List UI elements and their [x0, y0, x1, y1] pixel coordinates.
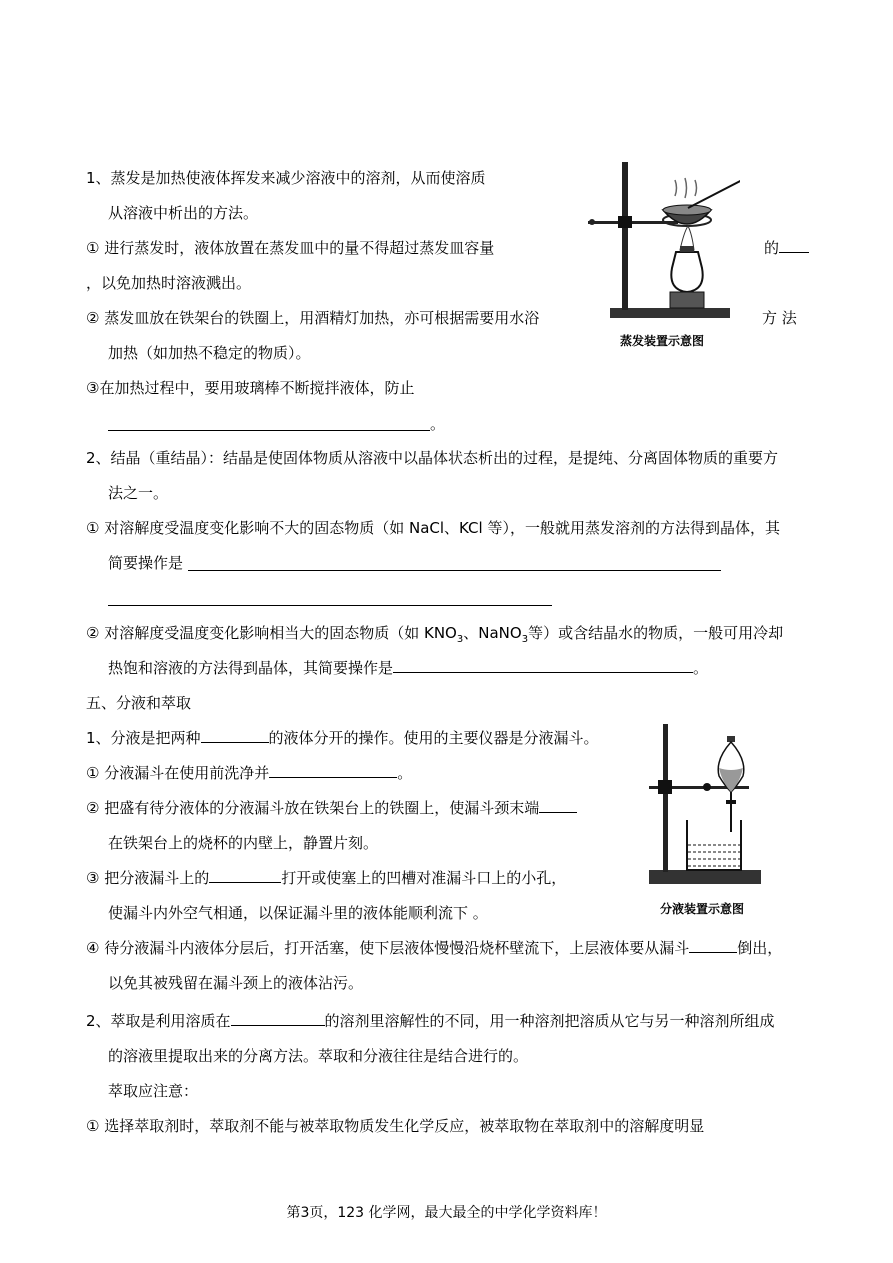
evap-para-line1: 1、蒸发是加热使液体挥发来减少溶液中的溶剂，从而使溶质 — [86, 169, 486, 187]
sep-para-line1: 1、分液是把两种 的液体分开的操作。使用的主要仪器是分液漏斗。 — [86, 729, 599, 747]
blank-extract-solvent[interactable] — [231, 1011, 325, 1026]
cryst-para-line1: 2、结晶（重结晶）：结晶是使固体物质从溶液中以晶体状态析出的过程，是提纯、分离固体物质的重要方 — [86, 449, 779, 467]
cryst-item1-line2: 简要操作是 — [108, 554, 184, 572]
blank-cryst-op1-cont[interactable] — [108, 605, 552, 606]
blank-evap-volume[interactable] — [779, 238, 809, 253]
extract-note-title: 萃取应注意： — [108, 1082, 199, 1100]
blank-sep-upper[interactable] — [689, 938, 737, 953]
blank-sep-liquids[interactable] — [201, 728, 269, 743]
extract-para-line1: 2、萃取是利用溶质在 的溶剂里溶解性的不同，用一种溶剂把溶质从它与另一种溶剂所组成 — [86, 1012, 775, 1030]
cryst-para-line2: 法之一。 — [108, 484, 169, 502]
evap-item1-tail: 的 — [764, 238, 809, 258]
blank-sep-stopper[interactable] — [209, 868, 281, 883]
sep-item3-line2: 使漏斗内外空气相通，以保证漏斗里的液体能顺利流下 。 — [108, 904, 488, 922]
blank-cryst-op2[interactable] — [393, 658, 693, 673]
cryst-item2-line2: 热饱和溶液的方法得到晶体，其简要操作是 。 — [108, 659, 709, 677]
extract-para-line2: 的溶液里提取出来的分离方法。萃取和分液往往是结合进行的。 — [108, 1047, 529, 1065]
sep-item2-line2: 在铁架台上的烧杯的内壁上，静置片刻。 — [108, 834, 379, 852]
sep-item1: ① 分液漏斗在使用前洗净并 。 — [86, 764, 413, 782]
blank-sep-neck[interactable] — [539, 798, 577, 813]
extract-note-item1: ① 选择萃取剂时，萃取剂不能与被萃取物质发生化学反应，被萃取物在萃取剂中的溶解度明显 — [86, 1117, 705, 1135]
evap-item2-tail: 方 法 — [762, 309, 797, 327]
evap-figure-caption: 蒸发装置示意图 — [620, 334, 705, 348]
blank-sep-check[interactable] — [269, 763, 397, 778]
evap-item3-end: 。 — [430, 415, 446, 433]
sep-item4-line2: 以免其被残留在漏斗颈上的液体沾污。 — [108, 974, 364, 992]
blank-cryst-op1[interactable] — [188, 570, 721, 571]
sep-figure-caption: 分液装置示意图 — [660, 902, 745, 916]
sep-item4-line1: ④ 待分液漏斗内液体分层后，打开活塞，使下层液体慢慢沿烧杯壁流下，上层液体要从漏斗 倒出， — [86, 939, 783, 957]
separation-apparatus-diagram — [645, 720, 765, 895]
evaporation-apparatus-diagram — [580, 158, 740, 328]
blank-evap-prevent[interactable] — [108, 430, 430, 431]
evap-para-line2: 从溶液中析出的方法。 — [108, 204, 259, 222]
cryst-item1-line1: ① 对溶解度受温度变化影响不大的固态物质（如 NaCl、KCl 等），一般就用蒸发溶剂的方法得到晶体，其 — [86, 519, 780, 537]
evap-item3-line1: ③在加热过程中，要用玻璃棒不断搅拌液体，防止 — [86, 379, 415, 397]
page-footer: 第3页，123 化学网，最大最全的中学化学资料库！ — [286, 1205, 607, 1221]
evap-item1-line2: ，以免加热时溶液溅出。 — [86, 274, 252, 292]
evap-item2-line2: 加热（如加热不稳定的物质）。 — [108, 344, 311, 362]
section-title: 五、分液和萃取 — [86, 694, 192, 712]
sep-item3-line1: ③ 把分液漏斗上的 打开或使塞上的凹槽对准漏斗口上的小孔， — [86, 869, 567, 887]
evap-item2-line1: ② 蒸发皿放在铁架台的铁圈上，用酒精灯加热，亦可根据需要用水浴 — [86, 309, 540, 327]
sep-item2-line1: ② 把盛有待分液体的分液漏斗放在铁架台上的铁圈上，使漏斗颈末端 — [86, 798, 577, 818]
cryst-item2-line1: ② 对溶解度受温度变化影响相当大的固态物质（如 $KNO_3$、NaNO$_3$等）或含结晶水的物质，一般可用冷却 — [86, 624, 784, 645]
evap-item1-line1: ① 进行蒸发时，液体放置在蒸发皿中的量不得超过蒸发皿容量 — [86, 239, 495, 257]
